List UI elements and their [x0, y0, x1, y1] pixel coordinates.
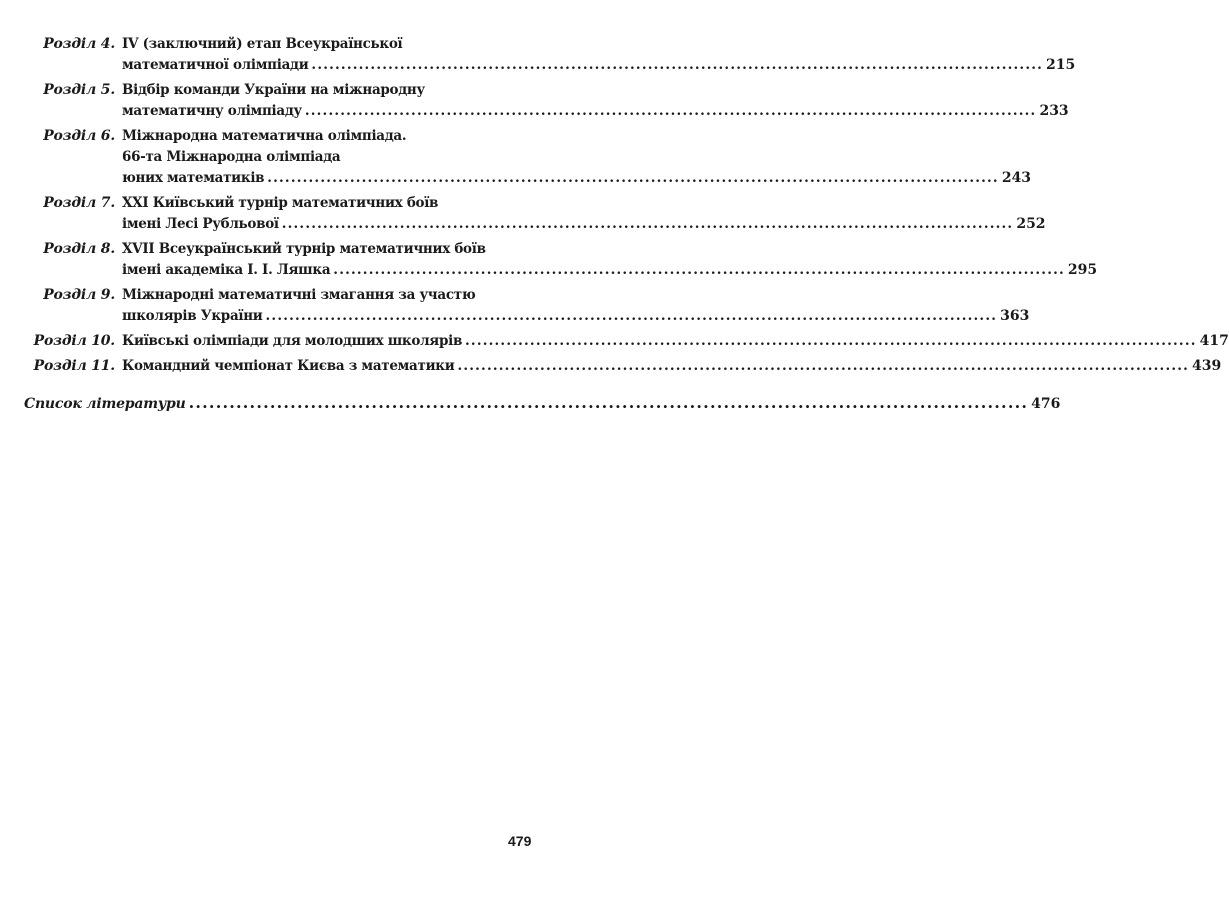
title-line: юних математиків: [122, 170, 265, 186]
dot-leader: [282, 214, 1014, 235]
dot-leader: [189, 393, 1029, 412]
page-number: 417: [1199, 333, 1229, 349]
dot-leader: [465, 331, 1197, 352]
page-number: 439: [1192, 358, 1222, 374]
folio-page-number: 479: [508, 833, 532, 849]
toc-entry-chapter-6: [24, 126, 1032, 189]
dot-leader: [311, 55, 1043, 76]
dot-leader: [267, 168, 999, 189]
chapter-label: Розділ 10.: [33, 333, 115, 349]
bibliography-label: Список літератури: [24, 396, 186, 412]
title-line: математичну олімпіаду: [122, 103, 302, 119]
chapter-title: [122, 193, 1046, 235]
dot-leader: [266, 306, 998, 327]
chapter-title: [122, 239, 1097, 281]
chapter-title: [122, 285, 1029, 327]
page-number: 363: [1000, 308, 1030, 324]
title-line: школярів України: [122, 308, 263, 324]
dot-leader: [333, 260, 1065, 281]
toc-entry-bibliography: [24, 393, 1061, 412]
table-of-contents: [24, 34, 1229, 412]
toc-entry-chapter-7: [24, 193, 1046, 235]
chapter-label: Розділ 5.: [43, 82, 115, 98]
toc-entry-chapter-5: [24, 80, 1069, 122]
chapter-label: Розділ 4.: [43, 36, 115, 52]
toc-entry-chapter-4: [24, 34, 1076, 76]
toc-entry-chapter-9: [24, 285, 1030, 327]
page-number: 476: [1031, 396, 1061, 412]
toc-entry-chapter-8: [24, 239, 1098, 281]
chapter-title: [122, 80, 1069, 122]
title-line: IV (заключний) етап Всеукраїнської: [122, 36, 403, 52]
chapter-title: [122, 331, 1229, 352]
chapter-label: Розділ 6.: [43, 128, 115, 144]
title-line: математичної олімпіади: [122, 57, 309, 73]
chapter-label: Розділ 7.: [43, 195, 115, 211]
title-line: імені академіка І. І. Ляшка: [122, 262, 331, 278]
chapter-title: [122, 356, 1221, 377]
toc-entry-chapter-11: [24, 356, 1222, 377]
page-number: 295: [1067, 262, 1098, 278]
page-number: 243: [1001, 170, 1032, 186]
chapter-title: [122, 126, 1031, 189]
title-line: Міжнародні математичні змагання за участю: [122, 287, 476, 303]
chapter-label: Розділ 8.: [43, 241, 115, 257]
title-line: Київські олімпіади для молодших школярів: [122, 333, 463, 349]
chapter-label: Розділ 9.: [43, 287, 115, 303]
title-line: Командний чемпіонат Києва з математики: [122, 358, 455, 374]
title-line: XVII Всеукраїнський турнір математичних боїв: [122, 241, 486, 257]
page-number: 252: [1016, 216, 1046, 232]
title-line: 66-та Міжнародна олімпіада: [122, 149, 341, 165]
chapter-title: [122, 34, 1075, 76]
dot-leader: [305, 101, 1037, 122]
title-line: Міжнародна математична олімпіада.: [122, 128, 407, 144]
page-number: 233: [1039, 103, 1069, 119]
dot-leader: [457, 356, 1189, 377]
title-line: XXI Київський турнір математичних боїв: [122, 195, 439, 211]
chapter-label: Розділ 11.: [33, 358, 115, 374]
toc-entry-chapter-10: [24, 331, 1229, 352]
title-line: імені Лесі Рубльової: [122, 216, 279, 232]
page-number: 215: [1046, 57, 1076, 73]
title-line: Відбір команди України на міжнародну: [122, 82, 425, 98]
